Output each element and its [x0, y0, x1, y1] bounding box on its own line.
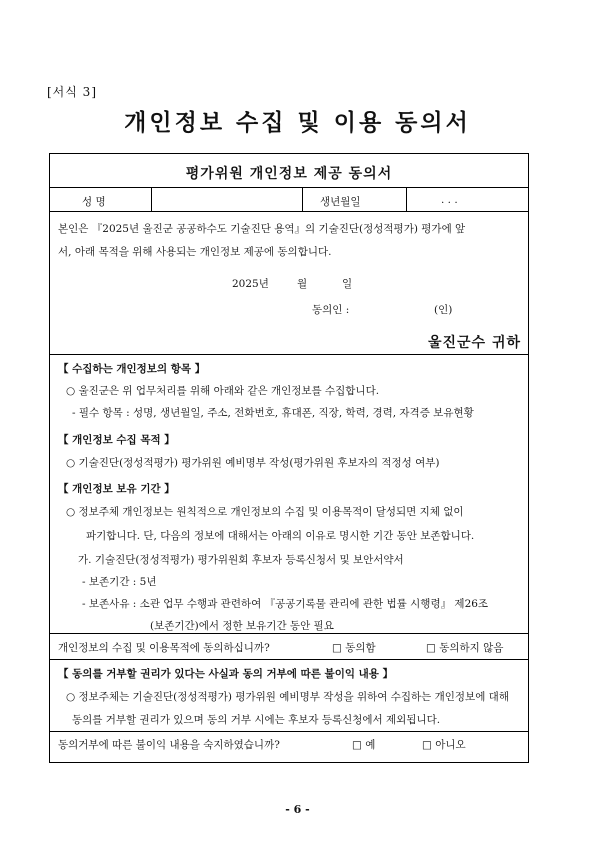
- section1-line2: - 필수 항목 : 성명, 생년월일, 주소, 전화번호, 휴대폰, 직장, 학력, 경력, 자격증 보유현황: [72, 407, 474, 419]
- section-heading-retention: 【 개인정보 보유 기간 】: [58, 483, 175, 495]
- date-year: 2025년: [232, 278, 269, 290]
- divider: [49, 731, 529, 732]
- page-title: 개인정보 수집 및 이용 동의서: [124, 110, 471, 136]
- divider: [49, 659, 529, 660]
- birth-value: . . .: [441, 194, 458, 206]
- section3-line6: (보존기간)에서 정한 보유기간 동안 필요: [150, 620, 334, 632]
- divider: [406, 187, 407, 211]
- divider: [49, 187, 529, 188]
- section3-line1: ○ 정보주체 개인정보는 원칙적으로 개인정보의 수집 및 이용목적이 달성되면 지체 없이: [66, 506, 464, 518]
- section3-line3: 가. 기술진단(정성적평가) 평가위원회 후보자 등록신청서 및 보안서약서: [78, 554, 404, 566]
- section2-line1: ○ 기술진단(정성적평가) 평가위원 예비명부 작성(평가위원 후보자의 적정성 여부): [66, 457, 440, 469]
- addressee: 울진군수 귀하: [427, 335, 521, 351]
- birth-label: 생년월일: [320, 196, 361, 208]
- name-label: 성 명: [82, 196, 106, 208]
- section3-line4: - 보존기간 : 5년: [82, 576, 157, 588]
- divider: [302, 187, 303, 211]
- section-heading-collected-items: 【 수집하는 개인정보의 항목 】: [58, 363, 206, 375]
- consent-question: 개인정보의 수집 및 이용목적에 동의하십니까?: [58, 642, 270, 654]
- divider: [49, 354, 529, 355]
- date-month: 월: [297, 278, 308, 290]
- divider: [151, 187, 152, 211]
- agree-checkbox[interactable]: □ 동의함: [332, 642, 376, 654]
- disagree-checkbox[interactable]: □ 동의하지 않음: [426, 642, 504, 654]
- yes-checkbox[interactable]: □ 예: [352, 739, 376, 751]
- consent-text-line2: 서, 아래 목적을 위해 사용되는 개인정보 제공에 동의합니다.: [58, 246, 332, 258]
- section3-line5: - 보존사유 : 소관 업무 수행과 관련하여 『공공기록물 관리에 관한 법률 시행령』 제26조: [82, 598, 489, 610]
- signer-label: 동의인 :: [312, 304, 350, 316]
- divider: [49, 211, 529, 212]
- divider: [49, 633, 529, 634]
- section4-line1: ○ 정보주체는 기술진단(정성적평가) 평가위원 예비명부 작성을 위하여 수집하는 개인정보에 대해: [66, 691, 509, 703]
- no-checkbox[interactable]: □ 아니오: [422, 739, 466, 751]
- acknowledgement-question: 동의거부에 따른 불이익 내용을 숙지하였습니까?: [58, 739, 280, 751]
- page-number: - 6 -: [285, 803, 310, 816]
- consent-text-line1: 본인은 『2025년 울진군 공공하수도 기술진단 용역』의 기술진단(정성적평가) 평가에 앞: [58, 223, 466, 235]
- seal-mark: (인): [434, 304, 453, 316]
- section-heading-purpose: 【 개인정보 수집 목적 】: [58, 434, 175, 446]
- form-number-label: [서식 3]: [47, 85, 97, 99]
- section1-line1: ○ 울진군은 위 업무처리를 위해 아래와 같은 개인정보를 수집합니다.: [66, 385, 380, 397]
- form-box-title: 평가위원 개인정보 제공 동의서: [185, 166, 393, 182]
- section3-line2: 파기합니다. 단, 다음의 정보에 대해서는 아래의 이유로 명시한 기간 동안 보존합니다.: [86, 530, 475, 542]
- date-day: 일: [342, 278, 353, 290]
- section-heading-refusal-right: 【 동의를 거부할 권리가 있다는 사실과 동의 거부에 따른 불이익 내용 】: [58, 668, 394, 680]
- section4-line2: 동의를 거부할 권리가 있으며 동의 거부 시에는 후보자 등록신청에서 제외됩니다.: [72, 714, 441, 726]
